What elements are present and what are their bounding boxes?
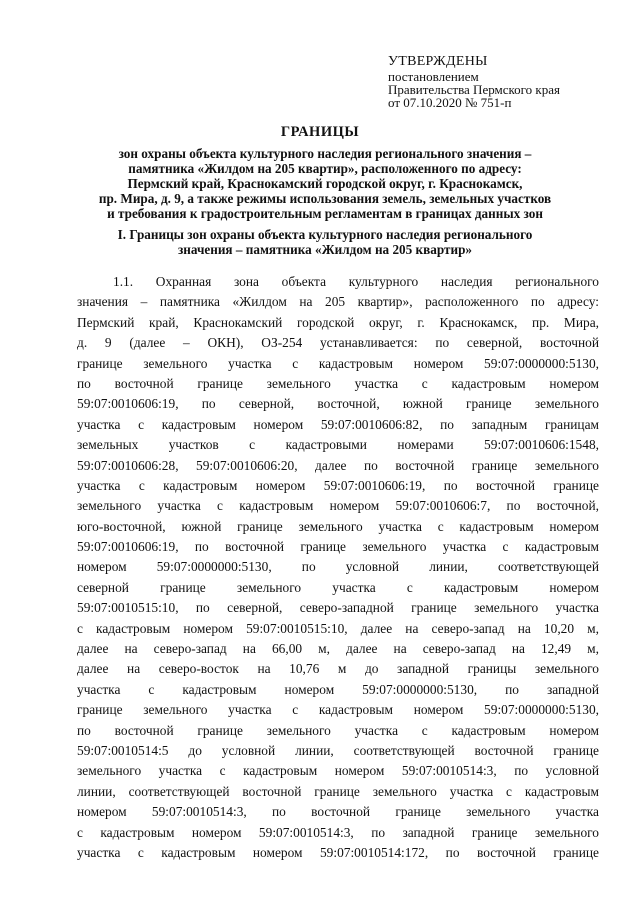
approval-title: УТВЕРЖДЕНЫ: [388, 54, 488, 69]
subtitle-line: памятника «Жилдом на 205 квартир», расположенного по адресу:: [128, 161, 522, 176]
paragraph-line: по восточной границе земельного участка с кадастровым номером: [77, 375, 599, 391]
paragraph-line: юго-восточной, южной границе земельного участка с кадастровым номером: [77, 518, 599, 534]
approval-stamp: [388, 54, 560, 109]
paragraph-line: далее на северо-запад на 66,00 м, далее на северо-запад на 12,49 м,: [77, 641, 599, 657]
paragraph-line: земельных участков с кадастровыми номерами 59:07:0010606:1548,: [77, 437, 599, 453]
paragraph-1-1: [77, 272, 599, 863]
paragraph-line: номером 59:07:0000000:5130, по условной линии, соответствующей: [77, 559, 599, 575]
paragraph-line: участка с кадастровым номером 59:07:0010606:19, по восточной границе: [77, 477, 599, 493]
paragraph-line: 59:07:0010606:19, по восточной границе земельного участка с кадастровым: [77, 539, 599, 555]
subtitle-line: пр. Мира, д. 9, а также режимы использования земель, земельных участков: [98, 191, 552, 206]
paragraph-line: с кадастровым номером 59:07:0010515:10, далее на северо-запад на 10,20 м,: [77, 620, 599, 636]
paragraph-line: номером 59:07:0010514:3, по восточной границе земельного участка: [77, 804, 599, 820]
paragraph-line: Пермский край, Краснокамский городской округ, г. Краснокамск, пр. Мира,: [77, 314, 599, 330]
approval-line-2: Правительства Пермского края: [388, 82, 560, 97]
paragraph-line: далее на северо-восток на 10,76 м до западной границы земельного: [77, 661, 599, 677]
paragraph-line: границе земельного участка с кадастровым номером 59:07:0000000:5130,: [77, 702, 599, 718]
paragraph-line: границе земельного участка с кадастровым номером 59:07:0000000:5130,: [77, 355, 599, 371]
paragraph-line: 59:07:0010514:5 до условной линии, соответствующей восточной границе: [77, 742, 599, 758]
paragraph-line: участка с кадастровым номером 59:07:0010514:172, по восточной границе: [77, 844, 599, 860]
approval-line-3: от 07.10.2020 № 751-п: [388, 95, 512, 110]
paragraph-line: 59:07:0010515:10, по северной, северо-западной границе земельного участка: [77, 600, 599, 616]
paragraph-line: 1.1. Охранная зона объекта культурного наследия регионального: [113, 274, 599, 289]
document-subtitle: [70, 146, 580, 221]
paragraph-line: северной границе земельного участка с кадастровым номером: [77, 579, 599, 595]
paragraph-line: участка с кадастровым номером 59:07:0000000:5130, по западной: [77, 681, 599, 697]
paragraph-line: 59:07:0010606:28, 59:07:0010606:20, далее по восточной границе земельного: [77, 457, 599, 473]
approval-line-1: постановлением: [388, 69, 479, 84]
paragraph-line: 59:07:0010606:19, по северной, восточной, южной границе земельного: [77, 396, 599, 412]
document-title: ГРАНИЦЫ: [280, 124, 360, 140]
subtitle-line: и требования к градостроительным регламентам в границах данных зон: [107, 206, 543, 221]
paragraph-line: земельного участка с кадастровым номером 59:07:0010514:3, по условной: [77, 763, 599, 779]
paragraph-line: земельного участка с кадастровым номером 59:07:0010606:7, по восточной,: [77, 498, 599, 514]
subtitle-line: Пермский край, Краснокамский городской округ, г. Краснокамск,: [127, 176, 523, 191]
paragraph-line: д. 9 (далее – ОКН), ОЗ-254 устанавливается: по северной, восточной: [77, 335, 599, 351]
subtitle-line: зон охраны объекта культурного наследия регионального значения –: [118, 146, 532, 161]
section-heading: [70, 227, 580, 257]
paragraph-line: по восточной границе земельного участка с кадастровым номером: [77, 722, 599, 738]
paragraph-line: линии, соответствующей восточной границе земельного участка с кадастровым: [77, 783, 599, 799]
paragraph-line: с кадастровым номером 59:07:0010514:3, по западной границе земельного: [77, 824, 599, 840]
paragraph-line: значения – памятника «Жилдом на 205 квартир», расположенного по адресу:: [77, 294, 599, 310]
section-heading-line: значения – памятника «Жилдом на 205 квартир»: [177, 242, 472, 257]
paragraph-line: участка с кадастровым номером 59:07:0010606:82, по западным границам: [77, 416, 599, 432]
section-heading-line: I. Границы зон охраны объекта культурного наследия регионального: [117, 227, 533, 242]
